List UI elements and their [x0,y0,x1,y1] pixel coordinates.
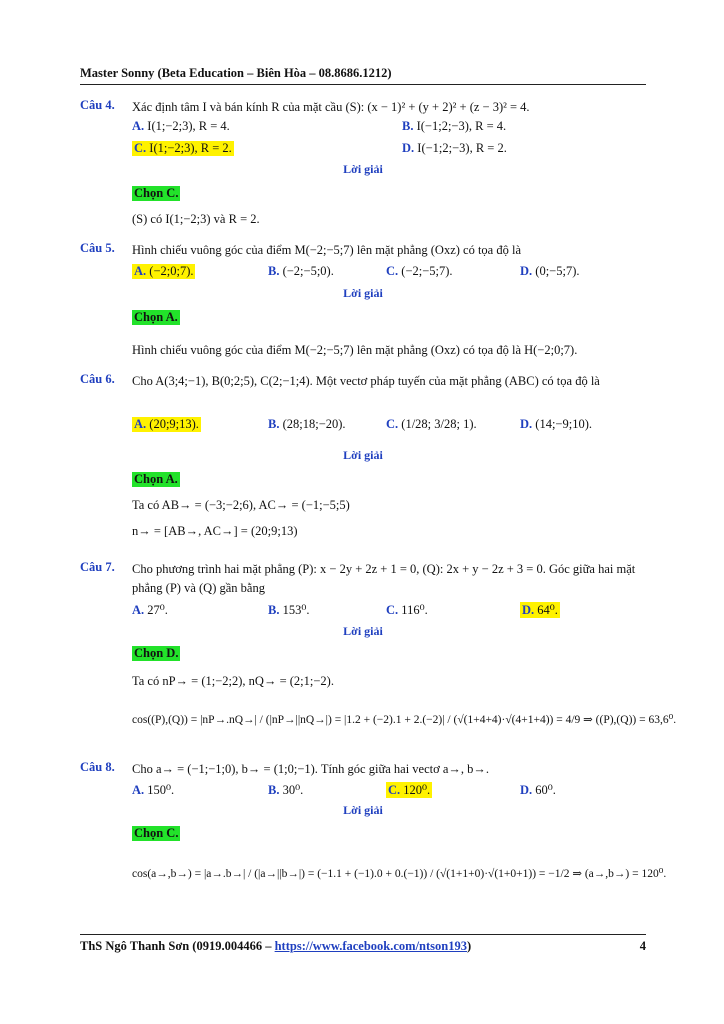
option-value: 150⁰. [147,783,175,797]
question-label: Câu 6. [80,372,115,386]
option-letter: D. [402,141,418,155]
option-letter: A. [132,783,148,797]
option-c [386,602,428,618]
option-letter: D. [522,603,538,617]
option-letter: B. [268,417,283,431]
solution-line: n→ = [AB→, AC→] = (20;9;13) [132,524,298,538]
header-text: Master Sonny (Beta Education – Biên Hòa – 08.8686.1212) [80,66,392,80]
option-c-correct [132,141,234,156]
option-value: I(−1;2;−3), R = 2. [417,141,507,155]
page-header [80,66,646,85]
option-a-correct [132,417,201,432]
option-b [268,264,334,279]
option-b [268,782,303,798]
solution-heading: Lời giải [343,624,383,638]
option-value: (−2;−5;0). [282,264,334,278]
option-value: (−2;−5;7). [401,264,453,278]
option-a [132,119,230,134]
option-value: (20;9;13). [149,417,199,431]
option-letter: C. [386,264,402,278]
question-text: Hình chiếu vuông góc của điểm M(−2;−5;7) lên mặt phẳng (Oxz) có tọa độ là [132,243,521,257]
option-c [386,417,477,432]
option-a-correct [132,264,195,279]
option-a [132,602,168,618]
option-value: I(1;−2;3), R = 2. [149,141,232,155]
question-label: Câu 7. [80,560,115,574]
question-label: Câu 5. [80,241,115,255]
option-b [268,602,309,618]
option-d [402,141,507,156]
option-letter: A. [134,417,150,431]
solution-line: Hình chiếu vuông góc của điểm M(−2;−5;7) lên mặt phẳng (Oxz) có tọa độ là H(−2;0;7). [132,343,578,357]
option-value: (1/28; 3/28; 1). [401,417,477,431]
solution-line: (S) có I(1;−2;3) và R = 2. [132,212,260,226]
answer-badge: Chọn A. [134,472,178,486]
option-value: 153⁰. [282,603,310,617]
option-letter: A. [132,119,148,133]
answer-badge: Chọn C. [134,826,179,840]
option-value: (14;−9;10). [535,417,592,431]
solution-formula: cos((P),(Q)) = |nP→.nQ→| / (|nP→||nQ→|) = |1.2 + (−2).1 + 2.(−2)| / (√(1+4+4)·√(4+1+4)) = 4/9 ⇒ ((P),(Q)) = 63,6⁰. [132,714,677,726]
solution-heading: Lời giải [343,286,383,300]
option-letter: C. [388,783,404,797]
option-letter: D. [520,783,536,797]
solution-line: Ta có nP→ = (1;−2;2), nQ→ = (2;1;−2). [132,674,334,688]
answer-badge: Chọn D. [134,646,179,660]
facebook-link[interactable]: https://www.facebook.com/ntson193 [274,939,467,953]
option-c [386,264,453,279]
option-value: 60⁰. [535,783,556,797]
footer-author: ThS Ngô Thanh Sơn (0919.004466 – [80,939,275,953]
solution-line: Ta có AB→ = (−3;−2;6), AC→ = (−1;−5;5) [132,498,350,512]
solution-heading: Lời giải [343,162,383,176]
answer-badge: Chọn C. [134,186,179,200]
question-label: Câu 4. [80,98,115,112]
option-letter: A. [132,603,148,617]
answer-badge: Chọn A. [134,310,178,324]
option-letter: B. [268,783,283,797]
option-d-correct [520,602,560,618]
option-value: 27⁰. [147,603,168,617]
solution-heading: Lời giải [343,448,383,462]
option-value: (−2;0;7). [149,264,194,278]
footer-close: ) [466,939,472,953]
solution-heading: Lời giải [343,803,383,817]
question-text: Cho A(3;4;−1), B(0;2;5), C(2;−1;4). Một vectơ pháp tuyến của mặt phẳng (ABC) có tọa độ là [132,374,600,388]
solution-formula: cos(a→,b→) = |a→.b→| / (|a→||b→|) = (−1.1 + (−1).0 + 0.(−1)) / (√(1+1+0)·√(1+0+1)) = −1/2 ⇒ (a→,b→) = 120⁰. [132,868,667,880]
option-d [520,264,579,279]
question-text: Xác định tâm I và bán kính R của mặt cầu (S): (x − 1)² + (y + 2)² + (z − 3)² = 4. [132,100,530,114]
option-value: I(−1;2;−3), R = 4. [416,119,507,133]
option-value: 116⁰. [401,603,428,617]
option-value: 30⁰. [282,783,304,797]
option-value: (28;18;−20). [282,417,346,431]
option-c-correct [386,782,432,798]
option-d [520,782,556,798]
option-d [520,417,592,432]
question-text: Cho a→ = (−1;−1;0), b→ = (1;0;−1). Tính góc giữa hai vectơ a→, b→. [132,762,490,776]
option-letter: D. [520,417,536,431]
option-value: I(1;−2;3), R = 4. [147,119,230,133]
option-letter: B. [268,264,283,278]
option-b [268,417,346,432]
option-letter: C. [386,417,402,431]
option-letter: B. [268,603,283,617]
option-value: 64⁰. [537,603,558,617]
option-b [402,119,506,134]
option-letter: B. [402,119,417,133]
option-letter: D. [520,264,536,278]
question-label: Câu 8. [80,760,115,774]
page-number: 4 [639,939,646,953]
option-letter: A. [134,264,150,278]
page-footer [80,934,646,954]
option-value: (0;−5;7). [535,264,580,278]
option-letter: C. [134,141,150,155]
option-letter: C. [386,603,402,617]
option-a [132,782,174,798]
question-text: Cho phương trình hai mặt phẳng (P): x − 2y + 2z + 1 = 0, (Q): 2x + y − 2z + 3 = 0. Góc giữa hai mặt phẳng (P) và (Q) gần bằng [132,562,636,595]
option-value: 120⁰. [403,783,431,797]
